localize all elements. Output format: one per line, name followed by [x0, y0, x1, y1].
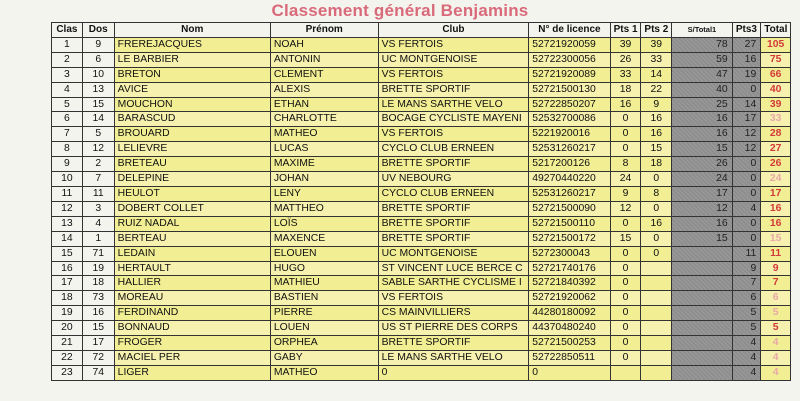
cell-prenom: ELOUEN	[270, 246, 378, 261]
cell-total: 5	[761, 306, 791, 321]
cell-total: 26	[761, 157, 791, 172]
cell-clas: 17	[52, 276, 83, 291]
cell-pts2	[641, 336, 672, 351]
cell-pts1: 0	[610, 261, 641, 276]
cell-club: CYCLO CLUB ERNEEN	[378, 186, 529, 201]
cell-dos: 12	[82, 142, 114, 157]
cell-stotal: 47	[672, 67, 732, 82]
col-header-clas: Clas	[52, 23, 83, 38]
cell-pts3: 4	[732, 201, 761, 216]
cell-pts1: 0	[610, 127, 641, 142]
cell-clas: 22	[52, 350, 83, 365]
cell-pts1: 0	[610, 216, 641, 231]
cell-pts1: 18	[610, 82, 641, 97]
cell-club: LE MANS SARTHE VELO	[378, 97, 529, 112]
cell-pts3: 4	[732, 350, 761, 365]
cell-total: 33	[761, 112, 791, 127]
cell-total: 15	[761, 231, 791, 246]
cell-stotal	[672, 321, 732, 336]
cell-stotal: 15	[672, 231, 732, 246]
cell-clas: 6	[52, 112, 83, 127]
cell-pts3: 12	[732, 127, 761, 142]
cell-licence: 52721500172	[529, 231, 610, 246]
cell-clas: 14	[52, 231, 83, 246]
cell-club: BRETTE SPORTIF	[378, 231, 529, 246]
table-row	[52, 261, 791, 276]
cell-total: 9	[761, 261, 791, 276]
table-row	[52, 127, 791, 142]
cell-dos: 71	[82, 246, 114, 261]
cell-prenom: GABY	[270, 350, 378, 365]
cell-nom: LEDAIN	[114, 246, 270, 261]
cell-nom: FERDINAND	[114, 306, 270, 321]
cell-stotal: 59	[672, 52, 732, 67]
cell-prenom: MAXENCE	[270, 231, 378, 246]
table-row	[52, 231, 791, 246]
cell-pts3: 7	[732, 276, 761, 291]
cell-dos: 3	[82, 201, 114, 216]
cell-pts2: 0	[641, 201, 672, 216]
cell-licence: 5217200126	[529, 157, 610, 172]
cell-prenom: CLEMENT	[270, 67, 378, 82]
cell-pts3: 0	[732, 172, 761, 187]
cell-licence: 52721920059	[529, 37, 610, 52]
cell-pts3: 0	[732, 157, 761, 172]
cell-nom: BROUARD	[114, 127, 270, 142]
cell-nom: BONNAUD	[114, 321, 270, 336]
cell-clas: 9	[52, 157, 83, 172]
col-header-club: Club	[378, 23, 529, 38]
cell-club: BRETTE SPORTIF	[378, 157, 529, 172]
cell-nom: AVICE	[114, 82, 270, 97]
table-row	[52, 52, 791, 67]
cell-club: UV NEBOURG	[378, 172, 529, 187]
cell-pts2: 14	[641, 67, 672, 82]
cell-licence: 52532700086	[529, 112, 610, 127]
cell-clas: 10	[52, 172, 83, 187]
cell-prenom: PIERRE	[270, 306, 378, 321]
cell-total: 16	[761, 216, 791, 231]
cell-pts2: 16	[641, 216, 672, 231]
cell-pts1: 0	[610, 321, 641, 336]
cell-pts3: 0	[732, 231, 761, 246]
cell-nom: RUIZ NADAL	[114, 216, 270, 231]
cell-prenom: HUGO	[270, 261, 378, 276]
cell-dos: 10	[82, 67, 114, 82]
cell-club: VS FERTOIS	[378, 291, 529, 306]
cell-dos: 11	[82, 186, 114, 201]
cell-total: 17	[761, 186, 791, 201]
table-row	[52, 306, 791, 321]
cell-total: 16	[761, 201, 791, 216]
cell-clas: 20	[52, 321, 83, 336]
cell-stotal: 17	[672, 186, 732, 201]
cell-club: BRETTE SPORTIF	[378, 82, 529, 97]
cell-dos: 18	[82, 276, 114, 291]
cell-pts2: 18	[641, 157, 672, 172]
cell-total: 28	[761, 127, 791, 142]
cell-pts3: 11	[732, 246, 761, 261]
col-header-total: Total	[761, 23, 791, 38]
cell-stotal	[672, 350, 732, 365]
cell-stotal: 12	[672, 201, 732, 216]
cell-clas: 12	[52, 201, 83, 216]
cell-pts1: 0	[610, 291, 641, 306]
col-header-licence: N° de licence	[529, 23, 610, 38]
cell-club: SABLE SARTHE CYCLISME I	[378, 276, 529, 291]
cell-clas: 18	[52, 291, 83, 306]
table-row	[52, 276, 791, 291]
cell-club: CS MAINVILLIERS	[378, 306, 529, 321]
cell-dos: 72	[82, 350, 114, 365]
cell-clas: 8	[52, 142, 83, 157]
cell-dos: 73	[82, 291, 114, 306]
cell-nom: LELIEVRE	[114, 142, 270, 157]
cell-total: 4	[761, 365, 791, 380]
cell-dos: 19	[82, 261, 114, 276]
cell-pts3: 0	[732, 216, 761, 231]
table-row	[52, 365, 791, 380]
cell-stotal: 16	[672, 216, 732, 231]
cell-pts2	[641, 261, 672, 276]
col-header-pts3: Pts3	[732, 23, 761, 38]
cell-pts1: 0	[610, 306, 641, 321]
cell-pts1: 0	[610, 142, 641, 157]
col-header-nom: Nom	[114, 23, 270, 38]
cell-club: LE MANS SARTHE VELO	[378, 350, 529, 365]
table-row	[52, 142, 791, 157]
cell-nom: LE BARBIER	[114, 52, 270, 67]
cell-prenom: CHARLOTTE	[270, 112, 378, 127]
cell-pts3: 14	[732, 97, 761, 112]
cell-pts2: 8	[641, 186, 672, 201]
cell-club: BRETTE SPORTIF	[378, 216, 529, 231]
cell-total: 24	[761, 172, 791, 187]
cell-club: VS FERTOIS	[378, 67, 529, 82]
cell-pts1: 0	[610, 276, 641, 291]
cell-licence: 52722850511	[529, 350, 610, 365]
cell-clas: 3	[52, 67, 83, 82]
col-header-dos: Dos	[82, 23, 114, 38]
cell-nom: BRETEAU	[114, 157, 270, 172]
cell-licence: 44370480240	[529, 321, 610, 336]
cell-pts3: 16	[732, 52, 761, 67]
cell-licence: 0	[529, 365, 610, 380]
cell-stotal: 16	[672, 112, 732, 127]
cell-nom: MACIEL PER	[114, 350, 270, 365]
cell-licence: 44280180092	[529, 306, 610, 321]
cell-dos: 15	[82, 97, 114, 112]
cell-stotal: 40	[672, 82, 732, 97]
cell-prenom: ETHAN	[270, 97, 378, 112]
cell-stotal: 16	[672, 127, 732, 142]
cell-pts3: 4	[732, 365, 761, 380]
cell-prenom: MATTHEO	[270, 201, 378, 216]
cell-pts1: 26	[610, 52, 641, 67]
cell-pts3: 9	[732, 261, 761, 276]
cell-prenom: BASTIEN	[270, 291, 378, 306]
cell-pts2	[641, 365, 672, 380]
cell-dos: 74	[82, 365, 114, 380]
cell-pts2	[641, 306, 672, 321]
cell-nom: HALLIER	[114, 276, 270, 291]
cell-clas: 4	[52, 82, 83, 97]
cell-stotal: 24	[672, 172, 732, 187]
cell-clas: 15	[52, 246, 83, 261]
cell-prenom: LOUEN	[270, 321, 378, 336]
cell-pts1: 8	[610, 157, 641, 172]
cell-dos: 16	[82, 306, 114, 321]
cell-nom: DOBERT COLLET	[114, 201, 270, 216]
cell-stotal	[672, 246, 732, 261]
cell-club: BOCAGE CYCLISTE MAYENI	[378, 112, 529, 127]
cell-licence: 52721920062	[529, 291, 610, 306]
cell-licence: 52531260217	[529, 142, 610, 157]
cell-club: VS FERTOIS	[378, 37, 529, 52]
cell-club: UC MONTGENOISE	[378, 246, 529, 261]
cell-prenom: ALEXIS	[270, 82, 378, 97]
cell-stotal	[672, 276, 732, 291]
cell-stotal: 26	[672, 157, 732, 172]
table-row	[52, 216, 791, 231]
cell-pts3: 19	[732, 67, 761, 82]
cell-dos: 7	[82, 172, 114, 187]
cell-dos: 14	[82, 112, 114, 127]
table-row	[52, 112, 791, 127]
table-row	[52, 67, 791, 82]
cell-club: CYCLO CLUB ERNEEN	[378, 142, 529, 157]
cell-pts3: 27	[732, 37, 761, 52]
cell-licence: 52721840392	[529, 276, 610, 291]
cell-licence: 52721920089	[529, 67, 610, 82]
table-row	[52, 186, 791, 201]
cell-club: UC MONTGENOISE	[378, 52, 529, 67]
cell-prenom: NOAH	[270, 37, 378, 52]
cell-club: BRETTE SPORTIF	[378, 201, 529, 216]
cell-pts1: 16	[610, 97, 641, 112]
cell-stotal	[672, 336, 732, 351]
cell-licence: 52722850207	[529, 97, 610, 112]
cell-dos: 9	[82, 37, 114, 52]
cell-pts1: 9	[610, 186, 641, 201]
cell-total: 105	[761, 37, 791, 52]
cell-pts1: 15	[610, 231, 641, 246]
cell-licence: 52531260217	[529, 186, 610, 201]
cell-prenom: LOÏS	[270, 216, 378, 231]
cell-pts2	[641, 350, 672, 365]
cell-stotal	[672, 365, 732, 380]
cell-pts2: 16	[641, 112, 672, 127]
cell-dos: 15	[82, 321, 114, 336]
cell-dos: 5	[82, 127, 114, 142]
cell-pts1: 0	[610, 336, 641, 351]
table-row	[52, 350, 791, 365]
cell-dos: 4	[82, 216, 114, 231]
cell-prenom: LENY	[270, 186, 378, 201]
table-row	[52, 172, 791, 187]
cell-clas: 16	[52, 261, 83, 276]
cell-total: 5	[761, 321, 791, 336]
cell-licence: 52721500110	[529, 216, 610, 231]
cell-nom: HERTAULT	[114, 261, 270, 276]
cell-nom: BRETON	[114, 67, 270, 82]
table-row	[52, 201, 791, 216]
cell-dos: 6	[82, 52, 114, 67]
cell-pts3: 0	[732, 186, 761, 201]
cell-pts3: 6	[732, 291, 761, 306]
table-row	[52, 97, 791, 112]
cell-nom: DELEPINE	[114, 172, 270, 187]
cell-pts1: 39	[610, 37, 641, 52]
cell-nom: BERTEAU	[114, 231, 270, 246]
cell-pts1: 0	[610, 112, 641, 127]
cell-clas: 5	[52, 97, 83, 112]
cell-licence: 52721740176	[529, 261, 610, 276]
cell-clas: 1	[52, 37, 83, 52]
table-row	[52, 336, 791, 351]
cell-club: BRETTE SPORTIF	[378, 336, 529, 351]
cell-licence: 52722300056	[529, 52, 610, 67]
cell-clas: 21	[52, 336, 83, 351]
cell-licence: 5272300043	[529, 246, 610, 261]
cell-total: 66	[761, 67, 791, 82]
cell-licence: 52721500090	[529, 201, 610, 216]
cell-pts3: 4	[732, 336, 761, 351]
cell-stotal	[672, 291, 732, 306]
cell-club: VS FERTOIS	[378, 127, 529, 142]
cell-pts3: 5	[732, 321, 761, 336]
cell-pts1: 24	[610, 172, 641, 187]
cell-pts2: 39	[641, 37, 672, 52]
cell-total: 40	[761, 82, 791, 97]
cell-pts3: 17	[732, 112, 761, 127]
cell-pts2: 33	[641, 52, 672, 67]
col-header-pts1: Pts 1	[610, 23, 641, 38]
cell-nom: FROGER	[114, 336, 270, 351]
cell-prenom: MATHEO	[270, 365, 378, 380]
table-row	[52, 291, 791, 306]
cell-clas: 7	[52, 127, 83, 142]
cell-licence: 5221920016	[529, 127, 610, 142]
cell-club: 0	[378, 365, 529, 380]
cell-pts1: 12	[610, 201, 641, 216]
cell-nom: FREREJACQUES	[114, 37, 270, 52]
cell-total: 75	[761, 52, 791, 67]
cell-prenom: LUCAS	[270, 142, 378, 157]
cell-total: 39	[761, 97, 791, 112]
cell-pts2	[641, 291, 672, 306]
cell-pts3: 0	[732, 82, 761, 97]
cell-licence: 49270440220	[529, 172, 610, 187]
cell-pts1: 33	[610, 67, 641, 82]
cell-pts2: 0	[641, 246, 672, 261]
cell-clas: 11	[52, 186, 83, 201]
cell-clas: 19	[52, 306, 83, 321]
cell-pts2	[641, 276, 672, 291]
cell-pts1: 0	[610, 246, 641, 261]
cell-pts2: 0	[641, 231, 672, 246]
cell-club: ST VINCENT LUCE BERCE C	[378, 261, 529, 276]
col-header-stotal: S/Total1	[672, 23, 732, 38]
table-row	[52, 157, 791, 172]
cell-nom: MOREAU	[114, 291, 270, 306]
cell-clas: 13	[52, 216, 83, 231]
cell-total: 7	[761, 276, 791, 291]
cell-prenom: ANTONIN	[270, 52, 378, 67]
cell-pts2: 0	[641, 172, 672, 187]
cell-total: 4	[761, 350, 791, 365]
cell-pts1	[610, 365, 641, 380]
cell-licence: 52721500130	[529, 82, 610, 97]
cell-stotal	[672, 261, 732, 276]
cell-prenom: MAXIME	[270, 157, 378, 172]
cell-pts1: 0	[610, 350, 641, 365]
cell-club: US ST PIERRE DES CORPS	[378, 321, 529, 336]
cell-pts2	[641, 321, 672, 336]
cell-total: 27	[761, 142, 791, 157]
cell-dos: 2	[82, 157, 114, 172]
ranking-table	[51, 22, 791, 381]
header-row	[52, 23, 791, 38]
cell-pts2: 16	[641, 127, 672, 142]
table-row	[52, 37, 791, 52]
cell-stotal: 78	[672, 37, 732, 52]
table-row	[52, 321, 791, 336]
cell-pts3: 5	[732, 306, 761, 321]
table-row	[52, 82, 791, 97]
cell-stotal: 15	[672, 142, 732, 157]
cell-prenom: MATHIEU	[270, 276, 378, 291]
cell-nom: HEULOT	[114, 186, 270, 201]
cell-stotal	[672, 306, 732, 321]
cell-clas: 2	[52, 52, 83, 67]
cell-prenom: MATHEO	[270, 127, 378, 142]
cell-pts2: 15	[641, 142, 672, 157]
cell-dos: 1	[82, 231, 114, 246]
cell-prenom: ORPHEA	[270, 336, 378, 351]
cell-licence: 52721500253	[529, 336, 610, 351]
table-row	[52, 246, 791, 261]
cell-total: 6	[761, 291, 791, 306]
cell-total: 11	[761, 246, 791, 261]
cell-clas: 23	[52, 365, 83, 380]
cell-pts2: 9	[641, 97, 672, 112]
page-title: Classement général Benjamins	[271, 1, 529, 20]
cell-stotal: 25	[672, 97, 732, 112]
cell-nom: BARASCUD	[114, 112, 270, 127]
cell-nom: LIGER	[114, 365, 270, 380]
col-header-pts2: Pts 2	[641, 23, 672, 38]
cell-nom: MOUCHON	[114, 97, 270, 112]
cell-total: 4	[761, 336, 791, 351]
col-header-prenom: Prénom	[270, 23, 378, 38]
cell-prenom: JOHAN	[270, 172, 378, 187]
cell-pts3: 12	[732, 142, 761, 157]
cell-dos: 13	[82, 82, 114, 97]
cell-dos: 17	[82, 336, 114, 351]
cell-pts2: 22	[641, 82, 672, 97]
